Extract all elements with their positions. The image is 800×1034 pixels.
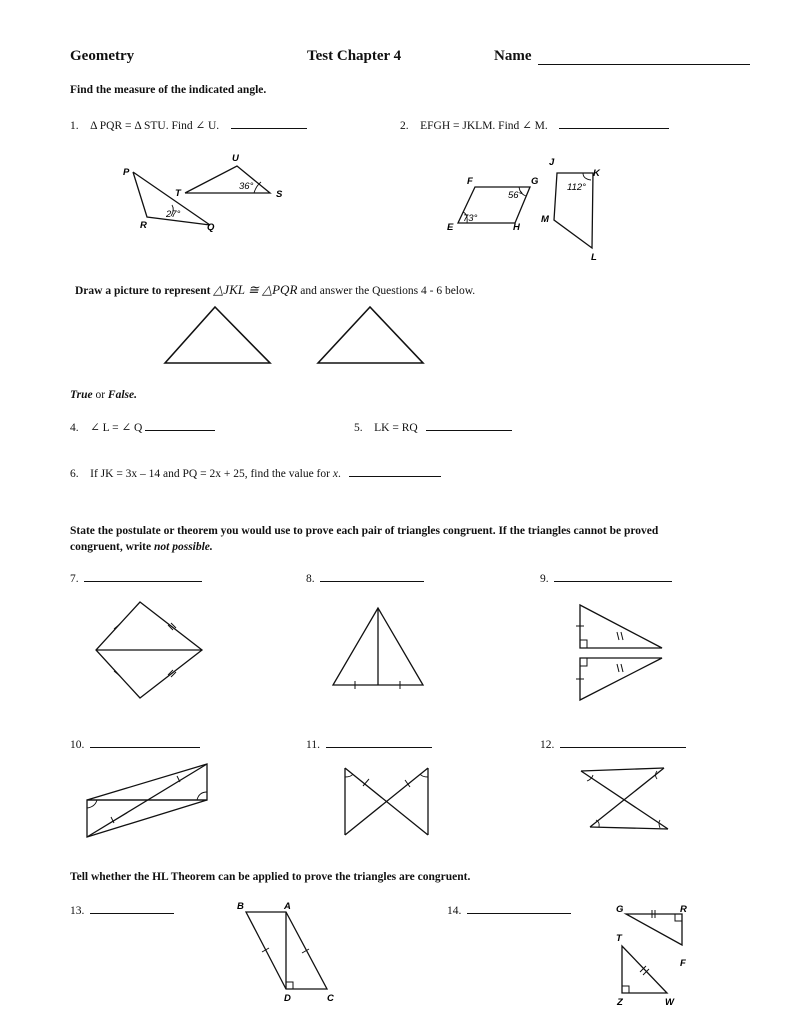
fig14-label-g: G [616,904,624,915]
question-7 [70,571,202,585]
question-12 [540,737,686,751]
q9-answer-blank[interactable] [554,571,672,582]
q4-number: 4. [70,422,79,434]
figure-1-triangles [115,150,295,240]
q6-number: 6. [70,468,79,480]
test-title: Test Chapter 4 [307,48,402,64]
q13-number: 13. [70,905,85,917]
question-8 [306,571,424,585]
question-1 [70,118,307,132]
fig2-label-k: K [593,168,600,179]
fig1-label-p: P [123,167,130,178]
draw-text-pre: Draw a picture to represent [75,285,211,297]
fig1-label-t: T [175,188,181,199]
q11-number: 11. [306,739,320,751]
fig2-label-m: M [541,214,549,225]
false-word: False. [107,389,137,401]
question-11 [306,737,432,751]
draw-math: △JKL ≅ △PQR [213,282,298,297]
fig1-label-u: U [232,153,239,164]
q1-text: Δ PQR = Δ STU. Find ∠ U. [90,120,220,132]
fig14-label-z: Z [617,997,623,1008]
figure-2-quadrilaterals [445,155,610,265]
q12-answer-blank[interactable] [560,737,686,748]
fig13-label-b: B [237,901,244,912]
fig1-label-r: R [140,220,147,231]
q7-number: 7. [70,573,79,585]
draw-text-post: and answer the Questions 4 - 6 below. [300,285,476,297]
question-4 [70,420,215,434]
postulate-directions-2b: not possible. [154,541,213,553]
figure-14 [612,900,697,1010]
draw-triangles [160,300,430,370]
fig2-label-g: G [531,176,539,187]
q1-answer-blank[interactable] [231,118,307,129]
q8-number: 8. [306,573,315,585]
hl-directions: Tell whether the HL Theorem can be applied to prove the triangles are congruent. [70,871,471,883]
fig2-angle-73: 73° [463,213,478,224]
q2-answer-blank[interactable] [559,118,669,129]
q11-answer-blank[interactable] [326,737,432,748]
fig2-label-l: L [591,252,597,263]
fig13-label-d: D [284,993,291,1004]
fig13-label-a: A [284,901,291,912]
fig2-label-f: F [467,176,473,187]
q5-answer-blank[interactable] [426,420,512,431]
fig2-label-e: E [447,222,454,233]
q14-answer-blank[interactable] [467,903,571,914]
q7-answer-blank[interactable] [84,571,202,582]
question-10 [70,737,200,751]
q13-answer-blank[interactable] [90,903,174,914]
figure-9 [575,600,670,705]
fig2-angle-112: 112° [567,182,586,193]
fig2-label-h: H [513,222,520,233]
q1-number: 1. [70,120,79,132]
truefalse-heading [70,389,137,401]
question-6 [70,466,441,480]
fig1-label-s: S [276,189,283,200]
draw-directions [75,282,475,298]
q4-answer-blank[interactable] [145,420,215,431]
fig13-label-c: C [327,993,334,1004]
draw-triangle-1 [165,307,270,363]
q2-number: 2. [400,120,409,132]
q6-variable: x [332,468,338,480]
fig14-label-r: R [680,904,687,915]
q6-answer-blank[interactable] [349,466,441,477]
fig2-angle-56: 56° [508,190,523,201]
fig2-label-j: J [549,157,555,168]
figure-13 [232,898,344,1010]
name-label: Name [494,48,532,64]
name-field[interactable] [538,52,750,65]
q9-number: 9. [540,573,549,585]
q2-text: EFGH = JKLM. Find ∠ M. [420,120,548,132]
draw-triangle-2 [318,307,423,363]
fig1-label-q: Q [207,222,215,233]
q10-answer-blank[interactable] [90,737,200,748]
q6-period: . [337,468,341,480]
figure-8 [330,605,430,690]
fig1-angle-36: 36° [239,181,254,192]
figure-10 [85,762,210,842]
fig14-label-w: W [665,997,674,1008]
figure-11 [342,765,432,840]
fig14-label-f: F [680,958,686,969]
q8-answer-blank[interactable] [320,571,424,582]
question-13 [70,903,174,917]
figure-7 [92,600,207,700]
question-9 [540,571,672,585]
or-word: or [92,389,108,401]
fig14-label-t: T [616,933,622,944]
figure-12 [578,765,670,837]
q4-text: ∠ L = ∠ Q [90,422,143,434]
q14-number: 14. [447,905,462,917]
section1-directions: Find the measure of the indicated angle. [70,84,267,96]
q12-number: 12. [540,739,555,751]
postulate-directions-2a: congruent, write [70,541,154,553]
true-word: True [70,389,93,401]
subject-title: Geometry [70,48,135,64]
question-14 [447,903,571,917]
q5-number: 5. [354,422,363,434]
question-2 [400,118,669,132]
q10-number: 10. [70,739,85,751]
q5-text: LK = RQ [374,422,418,434]
postulate-directions-line1: State the postulate or theorem you would use to prove each pair of triangles congruent. If the triangles cannot be proved [70,525,659,537]
question-5 [354,420,512,434]
q6-text: If JK = 3x – 14 and PQ = 2x + 25, find the value for [90,468,333,480]
fig1-angle-27: 27° [166,209,181,220]
postulate-directions-line2 [70,540,213,555]
